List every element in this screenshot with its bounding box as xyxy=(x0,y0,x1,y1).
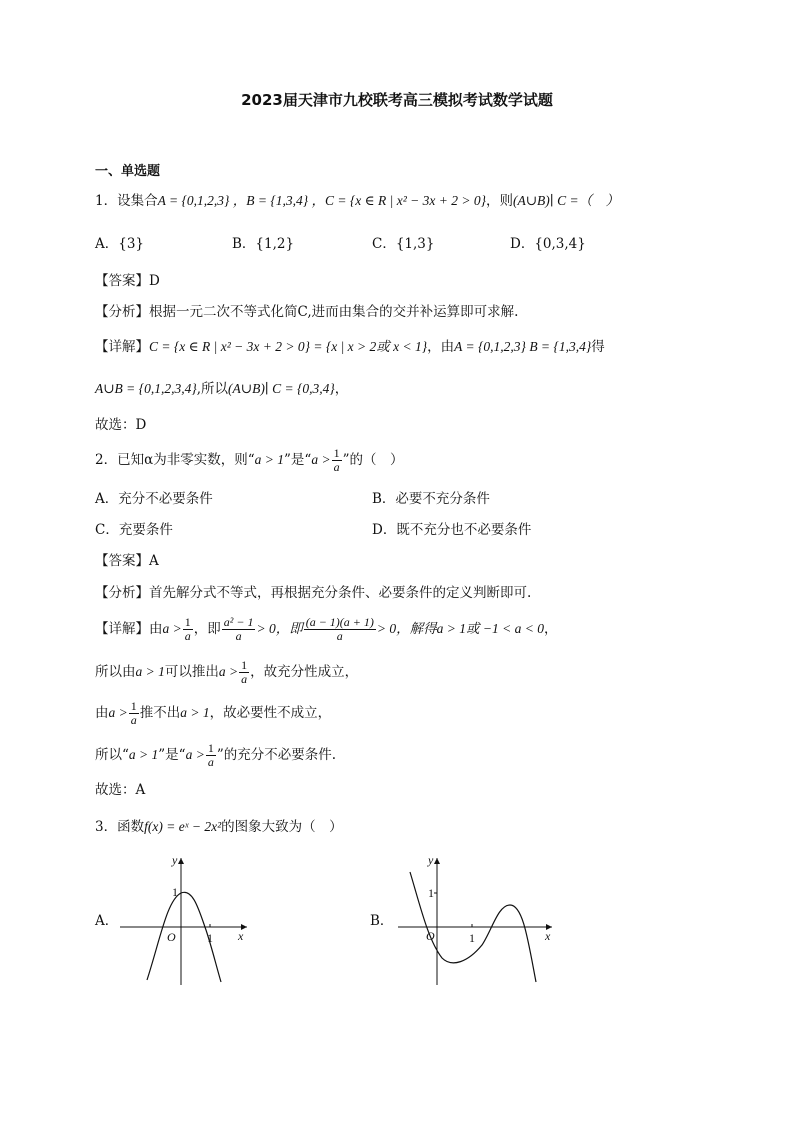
fraction xyxy=(304,616,376,643)
fraction xyxy=(183,616,193,643)
q2-detail-line-1 xyxy=(95,614,557,644)
q1-answer xyxy=(95,272,160,290)
x-axis-label: x xyxy=(545,929,551,943)
math-expression: (A∪B)∣ C = {0,3,4} xyxy=(228,381,335,396)
q2-detail-line-4 xyxy=(95,740,336,770)
question-number: 2． xyxy=(95,452,118,468)
detail-text: ”是“ xyxy=(158,747,186,763)
fraction xyxy=(206,742,216,769)
fraction xyxy=(332,447,342,474)
math-expression: > 0，即 xyxy=(256,621,303,636)
math-expression: a > xyxy=(162,621,182,636)
detail-text: ，由 xyxy=(427,339,455,355)
fraction-numerator: 1 xyxy=(184,615,191,629)
detail-text: ，故必要性不成立， xyxy=(209,705,332,721)
analysis-tag: 【分析】 xyxy=(95,304,149,320)
q2-detail-line-2 xyxy=(95,657,358,687)
question-text: 的图象大致为（ ） xyxy=(221,819,343,835)
answer-value: D xyxy=(149,273,160,289)
math-expression: a > 1 xyxy=(180,705,210,720)
fraction-denominator: a xyxy=(184,629,191,643)
detail-text: 所以“ xyxy=(95,747,129,763)
fraction-denominator: a xyxy=(333,460,340,474)
q1-option-d: D．{0,3,4} xyxy=(510,236,586,252)
math-expression: a > xyxy=(108,705,128,720)
detail-text: 所以由 xyxy=(95,664,136,680)
detail-text: 推不出 xyxy=(139,705,181,721)
graph-b xyxy=(390,850,560,990)
fraction-numerator: 1 xyxy=(207,741,214,755)
detail-text: 可以推出 xyxy=(164,664,219,680)
math-expression: a > 1 xyxy=(128,747,159,762)
analysis-text: 首先解分式不等式，再根据充分条件、必要条件的定义判断即可. xyxy=(149,585,532,601)
q1-option-b: B．{1,2} xyxy=(232,236,295,252)
math-expression: a > xyxy=(218,664,239,679)
y-axis-arrow xyxy=(434,858,440,864)
detail-text: ，即 xyxy=(193,621,221,637)
q1-conclusion: 故选：D xyxy=(95,417,147,433)
detail-text: ， xyxy=(543,621,558,637)
math-expression: > 0，解得 xyxy=(376,621,437,636)
analysis-text: 根据一元二次不等式化简C,进而由集合的交并补运算即可求解. xyxy=(149,304,519,320)
math-expression: a > xyxy=(311,452,331,467)
detail-tag: 【详解】 xyxy=(95,621,149,637)
q2-analysis xyxy=(95,584,531,602)
graph-a-label: A． xyxy=(95,913,119,929)
math-expression: a > 1或 −1 < a < 0 xyxy=(436,621,544,636)
detail-text: ,所以 xyxy=(196,381,229,397)
q2-conclusion: 故选：A xyxy=(95,782,146,798)
origin-label: O xyxy=(167,930,176,944)
origin-label: O xyxy=(426,929,435,943)
math-expression: a > 1 xyxy=(135,664,165,679)
math-expression: A∪B = {0,1,2,3,4} xyxy=(95,381,197,396)
math-expression: A = {0,1,2,3} B = {1,3,4} xyxy=(454,339,592,354)
fraction xyxy=(129,700,139,727)
detail-text: ， xyxy=(334,381,349,397)
fraction xyxy=(239,659,249,686)
question-text: ，则 xyxy=(486,193,513,209)
question-number: 3． xyxy=(95,819,118,835)
math-expression: f(x) = eˣ − 2x² xyxy=(144,819,222,834)
x-tick-label: 1 xyxy=(469,931,475,945)
question-number: 1． xyxy=(95,193,118,209)
question-text: 函数 xyxy=(117,819,145,835)
fraction-denominator: a xyxy=(130,713,137,727)
fraction-numerator: 1 xyxy=(130,699,137,713)
detail-text: ，故充分性成立， xyxy=(250,664,359,680)
math-expression: a > 1 xyxy=(254,452,284,467)
q1-option-c: C．{1,3} xyxy=(372,236,435,252)
answer-tag: 【答案】 xyxy=(95,553,149,569)
question-text: ”的（ ） xyxy=(342,452,404,468)
question-text: ”是“ xyxy=(284,452,312,468)
page-title: 2023届天津市九校联考高三模拟考试数学试题 xyxy=(241,91,553,109)
q2-option-c: C．充要条件 xyxy=(95,522,173,538)
y-axis-label: y xyxy=(428,853,434,867)
q1-option-a: A．{3} xyxy=(95,236,145,252)
q2-detail-line-3 xyxy=(95,698,331,728)
q1-detail-line-2 xyxy=(95,380,348,398)
y-tick-label: 1 xyxy=(172,885,178,899)
q1-detail-line-1 xyxy=(95,338,605,356)
fraction xyxy=(222,616,256,643)
question-2-stem xyxy=(95,446,403,474)
fraction-numerator: (a − 1)(a + 1) xyxy=(305,615,374,629)
x-axis-label: x xyxy=(238,929,244,943)
set-definitions: A = {0,1,2,3} ，B = {1,3,4} ，C = {x ∈ R | x² − 3x + 2 > 0} xyxy=(157,193,486,208)
fraction-denominator: a xyxy=(336,629,343,643)
q2-option-b: B．必要不充分条件 xyxy=(372,491,490,507)
detail-text: ”的充分不必要条件. xyxy=(216,747,337,763)
detail-text: 由 xyxy=(95,705,109,721)
x-tick-label: 1 xyxy=(207,931,213,945)
graph-b-label: B． xyxy=(370,913,394,929)
question-1-stem xyxy=(95,192,619,210)
math-expression: a > xyxy=(185,747,205,762)
fraction-denominator: a xyxy=(235,629,242,643)
detail-tag: 【详解】 xyxy=(95,339,149,355)
question-text: 已知α为非零实数，则“ xyxy=(117,452,255,468)
fraction-numerator: a² − 1 xyxy=(223,615,254,629)
detail-text: 由 xyxy=(149,621,163,637)
graph-a xyxy=(115,850,255,990)
math-expression: C = {x ∈ R | x² − 3x + 2 > 0} = {x | x > 2或 x < 1} xyxy=(149,339,428,354)
analysis-tag: 【分析】 xyxy=(95,585,149,601)
question-3-stem xyxy=(95,818,343,836)
q2-option-d: D．既不充分也不必要条件 xyxy=(372,522,532,538)
q2-answer xyxy=(95,552,159,570)
q2-option-a: A．充分不必要条件 xyxy=(95,491,213,507)
fraction-denominator: a xyxy=(241,672,248,686)
question-text: 设集合 xyxy=(117,193,158,209)
detail-text: 得 xyxy=(591,339,605,355)
set-expression: (A∪B)∣ C =（ ） xyxy=(513,193,620,208)
y-axis-arrow xyxy=(178,858,184,864)
fraction-denominator: a xyxy=(207,755,214,769)
q1-analysis xyxy=(95,303,518,321)
fraction-numerator: 1 xyxy=(241,658,248,672)
answer-value: A xyxy=(149,553,159,569)
section-heading: 一、单选题 xyxy=(95,164,161,179)
answer-tag: 【答案】 xyxy=(95,273,149,289)
fraction-numerator: 1 xyxy=(333,446,340,460)
y-tick-label: 1 xyxy=(428,886,434,900)
y-axis-label: y xyxy=(172,853,178,867)
